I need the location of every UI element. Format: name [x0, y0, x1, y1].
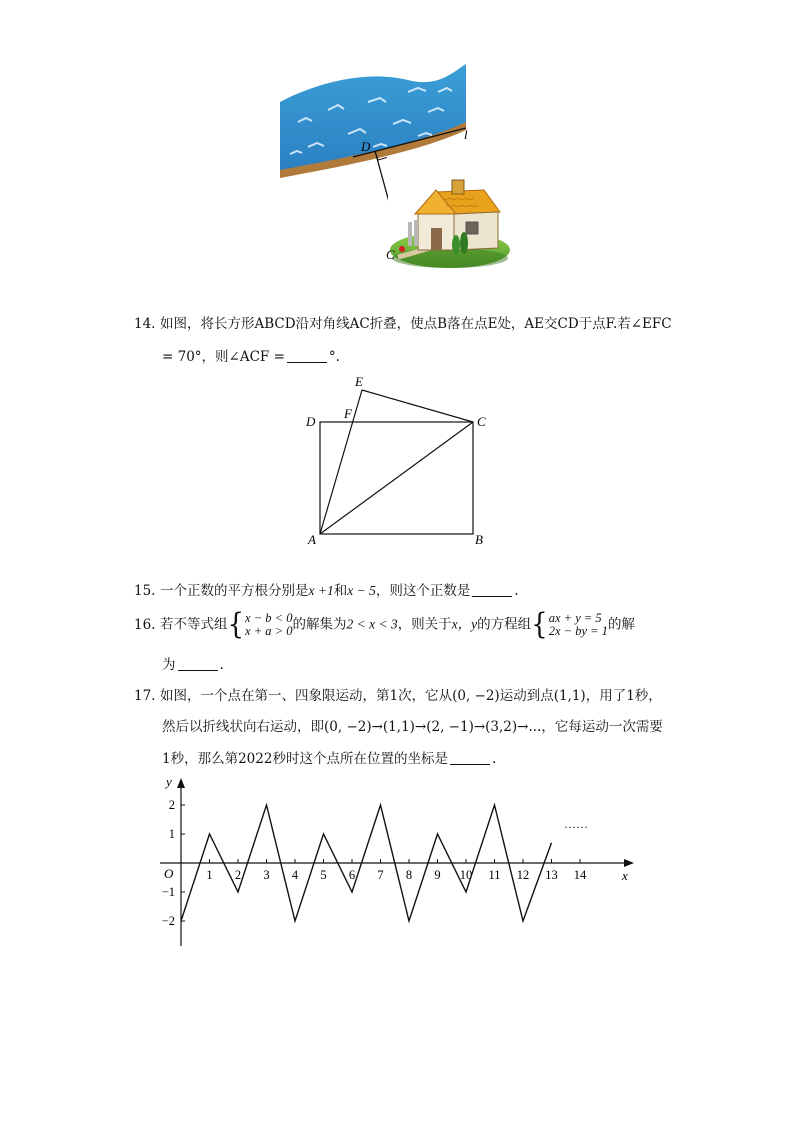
question-15 — [134, 584, 519, 599]
inequality-system — [245, 612, 292, 638]
x-tick-label: 8 — [405, 868, 413, 882]
question-text: 1秒，那么第2022秒时这个点所在位置的坐标是 — [162, 751, 448, 767]
expression: x +1 — [308, 583, 334, 598]
river-house-figure — [278, 62, 518, 277]
answer-blank[interactable] — [287, 350, 327, 363]
question-16: 16. 若不等式组{ x − b < 0 x + a > 0 的解集为2 < x < 3，则关于x，y的方程组{ ax + y = 5 2x − by = 1 的解 — [134, 608, 635, 642]
equation: 2x − by = 1 — [548, 624, 608, 638]
y-tick-label: −1 — [161, 885, 175, 899]
question-text: 如图，将长方形ABCD沿对角线AC折叠，使点B落在点E处，AE交CD于点F.若∠EFC — [160, 316, 672, 332]
x-tick-label: 12 — [516, 868, 530, 882]
y-tick-label: 2 — [168, 798, 175, 812]
label-e: E — [355, 374, 363, 389]
question-number: 16. — [134, 616, 156, 633]
equation-system — [549, 612, 608, 638]
question-text: 的解集为 — [292, 616, 347, 633]
question-text: °. — [328, 349, 340, 365]
y-tick-label: −2 — [161, 914, 175, 928]
diagonal-ac — [320, 422, 473, 534]
question-text: 若不等式组 — [160, 616, 228, 633]
question-text: 的解 — [607, 616, 635, 633]
question-14 — [134, 318, 672, 332]
x-tick-label: 9 — [434, 868, 441, 882]
question-text: = 70°，则∠ACF = — [162, 349, 285, 365]
origin-label: O — [164, 866, 174, 881]
x-tick-label: 7 — [377, 868, 384, 882]
x-tick-label: 10 — [459, 868, 473, 882]
inequality: x + a > 0 — [245, 624, 293, 638]
house-illustration — [388, 180, 514, 274]
x-axis-label: x — [622, 868, 628, 883]
question-text: 然后以折线状向右运动，即(0, −2)→(1,1)→(2, −1)→(3,2)→...，它每运动一次需要 — [162, 719, 663, 735]
label-b: B — [475, 532, 483, 547]
question-16-line2 — [162, 658, 224, 673]
x-tick-label: 3 — [263, 868, 270, 882]
x-tick-label: 2 — [234, 868, 242, 882]
y-axis-label: y — [166, 774, 172, 789]
answer-blank[interactable] — [450, 752, 490, 765]
x-axis-arrow — [624, 859, 634, 867]
question-17-line2 — [162, 721, 663, 735]
label-point-c: C — [386, 247, 395, 262]
folded-rectangle-figure — [300, 368, 500, 550]
question-text: 一个正数的平方根分别是 — [160, 583, 309, 599]
question-text: 和 — [333, 583, 348, 599]
x-tick-label: 4 — [291, 868, 299, 882]
answer-blank[interactable] — [472, 584, 512, 597]
question-text: 为 — [162, 657, 176, 673]
question-17-line3 — [162, 752, 496, 767]
question-number: 17. — [134, 688, 156, 704]
label-f: F — [344, 406, 352, 421]
question-text: ，则这个正数是 — [375, 583, 471, 599]
equation: ax + y = 5 — [548, 611, 602, 625]
question-number: 15. — [134, 583, 156, 599]
continuation-dots: …… — [564, 817, 588, 831]
y-axis-arrow — [177, 778, 185, 788]
question-text: 如图，一个点在第一、四象限运动，第1次，它从(0, −2)运动到点(1,1)，用了1秒， — [160, 688, 662, 704]
label-d: D — [306, 414, 316, 429]
x-tick-label: 1 — [206, 868, 213, 882]
segment-ae — [320, 390, 362, 534]
label-line-l: l — [464, 127, 468, 142]
label-c: C — [477, 414, 486, 429]
question-text: 的方程组 — [477, 616, 532, 633]
expression: x − 5 — [347, 583, 376, 598]
question-text: . — [491, 751, 497, 767]
x-tick-label: 6 — [348, 868, 356, 882]
y-tick-label: 1 — [168, 827, 175, 841]
question-17 — [134, 690, 662, 704]
question-text: . — [219, 657, 224, 673]
zigzag-chart — [150, 770, 650, 950]
x-tick-label: 14 — [573, 868, 587, 882]
question-text: ，则关于 — [397, 616, 452, 633]
x-tick-label: 13 — [545, 868, 558, 882]
segment-ec — [362, 390, 473, 422]
answer-blank[interactable] — [178, 658, 218, 671]
label-a: A — [308, 532, 316, 547]
river-illustration — [280, 64, 466, 178]
expression: 2 < x < 3 — [346, 616, 398, 632]
label-point-d: D — [361, 139, 371, 154]
question-text: . — [514, 583, 519, 599]
question-14-line2 — [162, 350, 340, 365]
question-number: 14. — [134, 316, 156, 332]
x-tick-label: 11 — [488, 868, 501, 882]
inequality: x − b < 0 — [245, 611, 293, 625]
x-tick-label: 5 — [320, 868, 327, 882]
expression: x，y — [451, 616, 478, 632]
